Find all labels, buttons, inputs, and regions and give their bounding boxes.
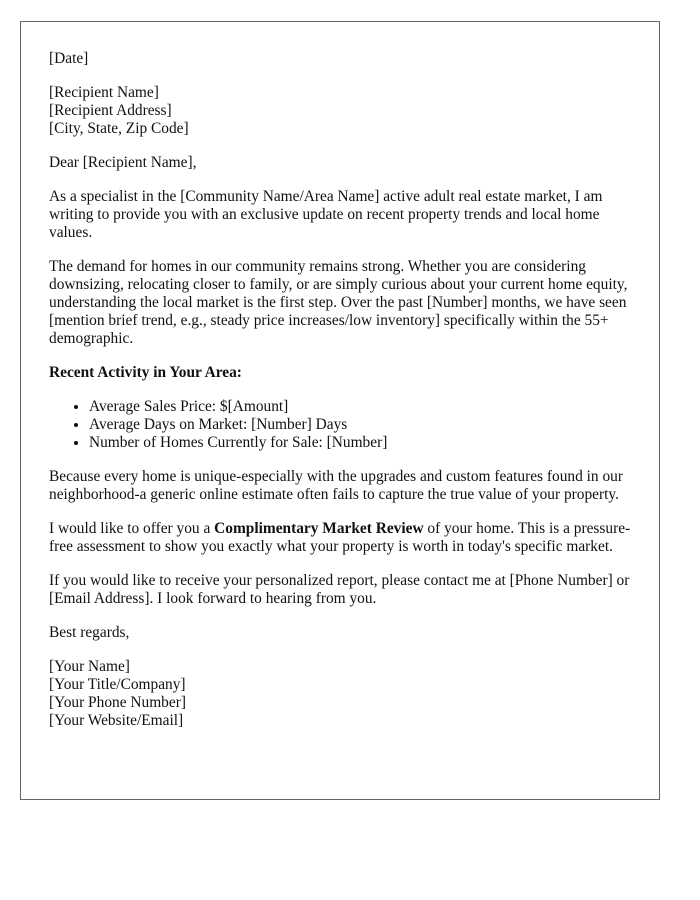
list-item: • Average Days on Market: [Number] Days (89, 416, 631, 434)
recipient-name: [Recipient Name] (49, 84, 159, 101)
list-item: • Average Sales Price: $[Amount] (89, 398, 631, 416)
date-line (49, 50, 631, 68)
activity-heading: Recent Activity in Your Area: (49, 364, 242, 381)
closing: Best regards, (49, 624, 130, 641)
signature-phone: [Your Phone Number] (49, 694, 186, 711)
date: [Date] (49, 50, 89, 67)
signature-title-company: [Your Title/Company] (49, 676, 186, 693)
offer-text-after: of your home. This is a pressure-free assessment to show you exactly what your property is worth in today's specific market. (49, 520, 631, 555)
offer-highlight: Complimentary Market Review (214, 520, 424, 537)
paragraph-unique: Because every home is unique-especially with the upgrades and custom features found in our neighborhood-a generic online estimate often fails to capture the true value of your property. (49, 468, 623, 503)
activity-list (49, 398, 631, 452)
list-item: • Number of Homes Currently for Sale: [Number] (89, 434, 631, 452)
signature-website-email: [Your Website/Email] (49, 712, 184, 729)
paragraph-demand: The demand for homes in our community remains strong. Whether you are considering downsizing, relocating closer to family, or are simply curious about your current home equity, understanding the local market is the first step. Over the past [Number] months, we have seen [mention brief trend, e.g., steady price increases/low inventory] specifically within the 55+ demographic. (49, 258, 628, 347)
recipient-city-state-zip: [City, State, Zip Code] (49, 120, 189, 137)
letter-page (20, 21, 660, 800)
paragraph-offer (49, 520, 631, 556)
signature-name: [Your Name] (49, 658, 130, 675)
recipient-address: [Recipient Address] (49, 102, 172, 119)
paragraph-contact: If you would like to receive your personalized report, please contact me at [Phone Number] or [Email Address]. I look forward to hearing from you. (49, 572, 630, 607)
recipient-address-block (49, 84, 631, 138)
paragraph-intro: As a specialist in the [Community Name/Area Name] active adult real estate market, I am writing to provide you with an exclusive update on recent property trends and local home values. (49, 188, 603, 241)
offer-text-before: I would like to offer you a (49, 520, 215, 537)
salutation: Dear [Recipient Name], (49, 154, 197, 171)
signature-block (49, 658, 631, 730)
